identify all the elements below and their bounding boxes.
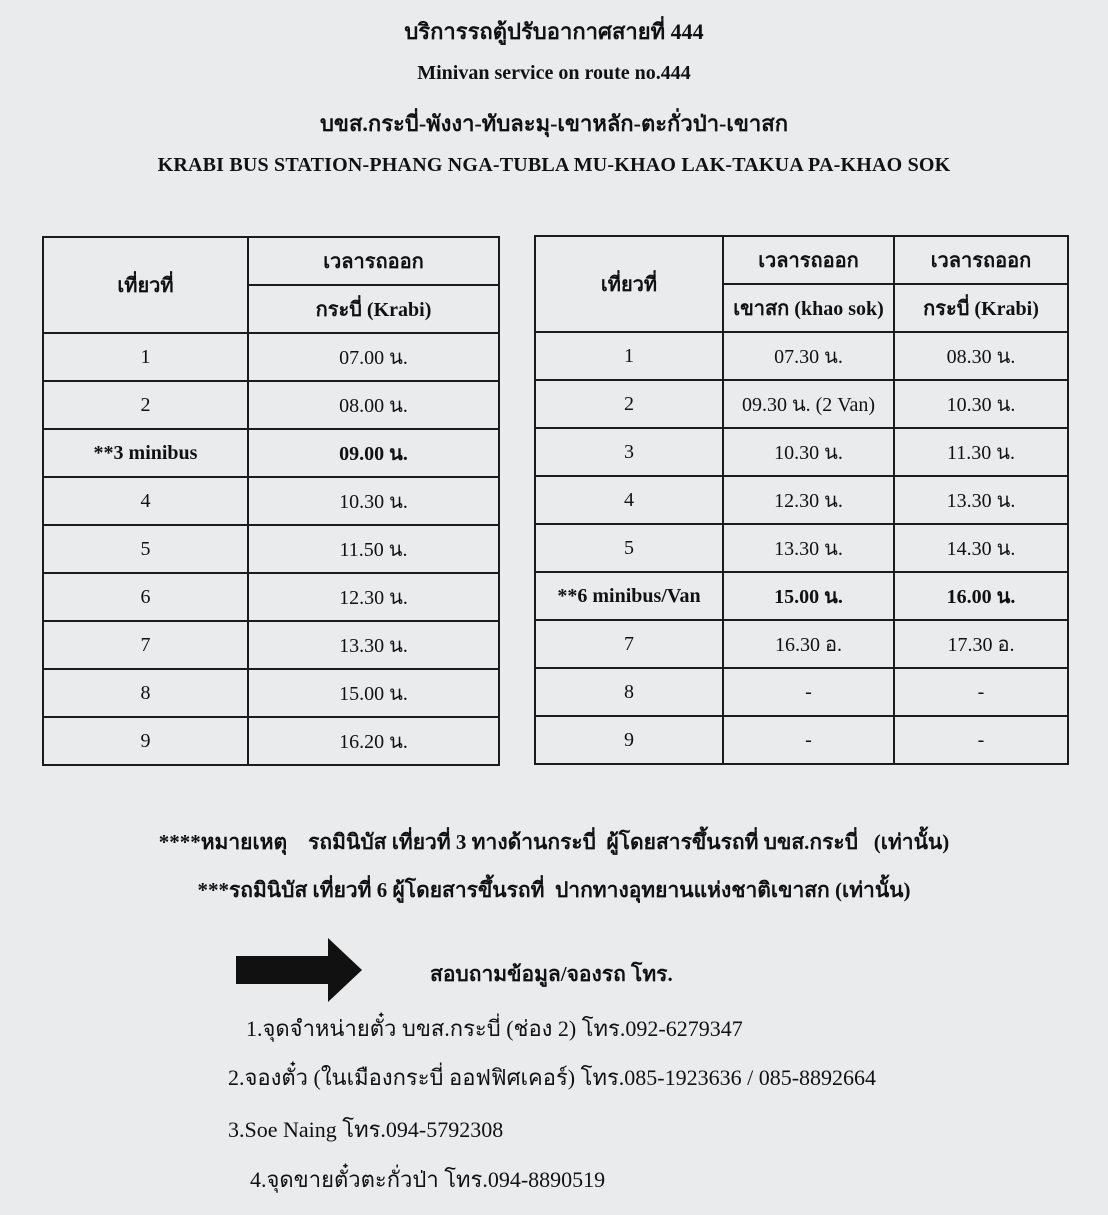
krabi-departure-table — [42, 236, 500, 766]
title-english: Minivan service on route no.444 — [417, 62, 691, 84]
krabi-time-cell: 11.50 น. — [248, 525, 499, 573]
table-row — [43, 333, 499, 381]
table-row — [535, 716, 1068, 764]
khaosok-krabi-departure-table — [534, 235, 1069, 765]
table-row — [535, 380, 1068, 428]
right-arrow-icon — [236, 938, 362, 1002]
departure-time-header: เวลารถออก — [894, 236, 1068, 284]
trip-cell: 5 — [43, 525, 248, 573]
trip-cell: 9 — [43, 717, 248, 765]
krabi-time-cell: - — [894, 668, 1068, 716]
route-thai: บขส.กระบี่-พังงา-ทับละมุ-เขาหลัก-ตะกั่วป่า-เขาสก — [319, 111, 789, 136]
trip-cell: 7 — [43, 621, 248, 669]
khaosok-time-cell: 10.30 น. — [723, 428, 894, 476]
table-row — [43, 429, 499, 477]
table-row — [535, 476, 1068, 524]
krabi-time-cell: 10.30 น. — [248, 477, 499, 525]
khaosok-time-cell: 09.30 น. (2 Van) — [723, 380, 894, 428]
khaosok-time-cell: 12.30 น. — [723, 476, 894, 524]
note-trip-3: ****หมายเหตุ รถมินิบัส เที่ยวที่ 3 ทางด้านกระบี่ ผู้โดยสารขึ้นรถที่ บขส.กระบี่ (เท่านั้น) — [158, 830, 950, 854]
trip-cell: 3 — [535, 428, 723, 476]
krabi-time-cell: 13.30 น. — [248, 621, 499, 669]
krabi-column-header: กระบี่ (Krabi) — [248, 285, 499, 333]
khaosok-time-cell: 07.30 น. — [723, 332, 894, 380]
trip-cell: 2 — [535, 380, 723, 428]
krabi-time-cell: 08.30 น. — [894, 332, 1068, 380]
trip-cell: 5 — [535, 524, 723, 572]
table-row — [535, 668, 1068, 716]
khaosok-time-cell: 16.30 อ. — [723, 620, 894, 668]
departure-time-header: เวลารถออก — [723, 236, 894, 284]
krabi-time-cell: 15.00 น. — [248, 669, 499, 717]
table-row — [535, 428, 1068, 476]
table-row — [43, 717, 499, 765]
krabi-time-cell: 13.30 น. — [894, 476, 1068, 524]
khaosok-time-cell: - — [723, 668, 894, 716]
trip-cell: 9 — [535, 716, 723, 764]
trip-cell: 7 — [535, 620, 723, 668]
trip-cell: 1 — [43, 333, 248, 381]
table-row — [43, 381, 499, 429]
table-row — [535, 332, 1068, 380]
krabi-time-cell: 14.30 น. — [894, 524, 1068, 572]
table-row — [43, 477, 499, 525]
trip-cell: 4 — [43, 477, 248, 525]
krabi-column-header: กระบี่ (Krabi) — [894, 284, 1068, 332]
table-row — [43, 669, 499, 717]
krabi-time-cell: 07.00 น. — [248, 333, 499, 381]
krabi-time-cell: 16.20 น. — [248, 717, 499, 765]
table-row — [535, 572, 1068, 620]
krabi-time-cell: 17.30 อ. — [894, 620, 1068, 668]
table-row — [535, 620, 1068, 668]
note-trip-6: ***รถมินิบัส เที่ยวที่ 6 ผู้โดยสารขึ้นรถที่ ปากทางอุทยานแห่งชาติเขาสก (เท่านั้น) — [197, 878, 911, 902]
krabi-time-cell: 09.00 น. — [248, 429, 499, 477]
krabi-time-cell: - — [894, 716, 1068, 764]
trip-cell: 2 — [43, 381, 248, 429]
contact-line: 1.จุดจำหน่ายตั๋ว บขส.กระบี่ (ช่อง 2) โทร.092-6279347 — [246, 1016, 743, 1041]
krabi-time-cell: 10.30 น. — [894, 380, 1068, 428]
khaosok-column-header: เขาสก (khao sok) — [723, 284, 894, 332]
trip-header: เที่ยวที่ — [535, 236, 723, 332]
trip-cell: 1 — [535, 332, 723, 380]
krabi-time-cell: 08.00 น. — [248, 381, 499, 429]
trip-cell: 8 — [535, 668, 723, 716]
departure-time-header: เวลารถออก — [248, 237, 499, 285]
trip-header: เที่ยวที่ — [43, 237, 248, 333]
route-english: KRABI BUS STATION-PHANG NGA-TUBLA MU-KHAO LAK-TAKUA PA-KHAO SOK — [157, 154, 951, 176]
khaosok-time-cell: 13.30 น. — [723, 524, 894, 572]
table-row — [43, 525, 499, 573]
contact-title: สอบถามข้อมูล/จองรถ โทร. — [430, 962, 673, 986]
khaosok-time-cell: - — [723, 716, 894, 764]
krabi-time-cell: 16.00 น. — [894, 572, 1068, 620]
contact-line: 4.จุดขายตั๋วตะกั่วป่า โทร.094-8890519 — [250, 1167, 606, 1192]
table-row — [535, 524, 1068, 572]
trip-cell: 4 — [535, 476, 723, 524]
contact-line: 3.Soe Naing โทร.094-5792308 — [228, 1117, 504, 1142]
title-thai: บริการรถตู้ปรับอากาศสายที่ 444 — [404, 19, 704, 44]
trip-cell: **6 minibus/Van — [535, 572, 723, 620]
trip-cell: 8 — [43, 669, 248, 717]
trip-cell: 6 — [43, 573, 248, 621]
khaosok-time-cell: 15.00 น. — [723, 572, 894, 620]
krabi-time-cell: 12.30 น. — [248, 573, 499, 621]
trip-cell: **3 minibus — [43, 429, 248, 477]
table-row — [43, 573, 499, 621]
table-row — [43, 621, 499, 669]
krabi-time-cell: 11.30 น. — [894, 428, 1068, 476]
contact-line: 2.จองตั๋ว (ในเมืองกระบี่ ออฟฟิศเคอร์) โทร.085-1923636 / 085-8892664 — [228, 1065, 877, 1090]
